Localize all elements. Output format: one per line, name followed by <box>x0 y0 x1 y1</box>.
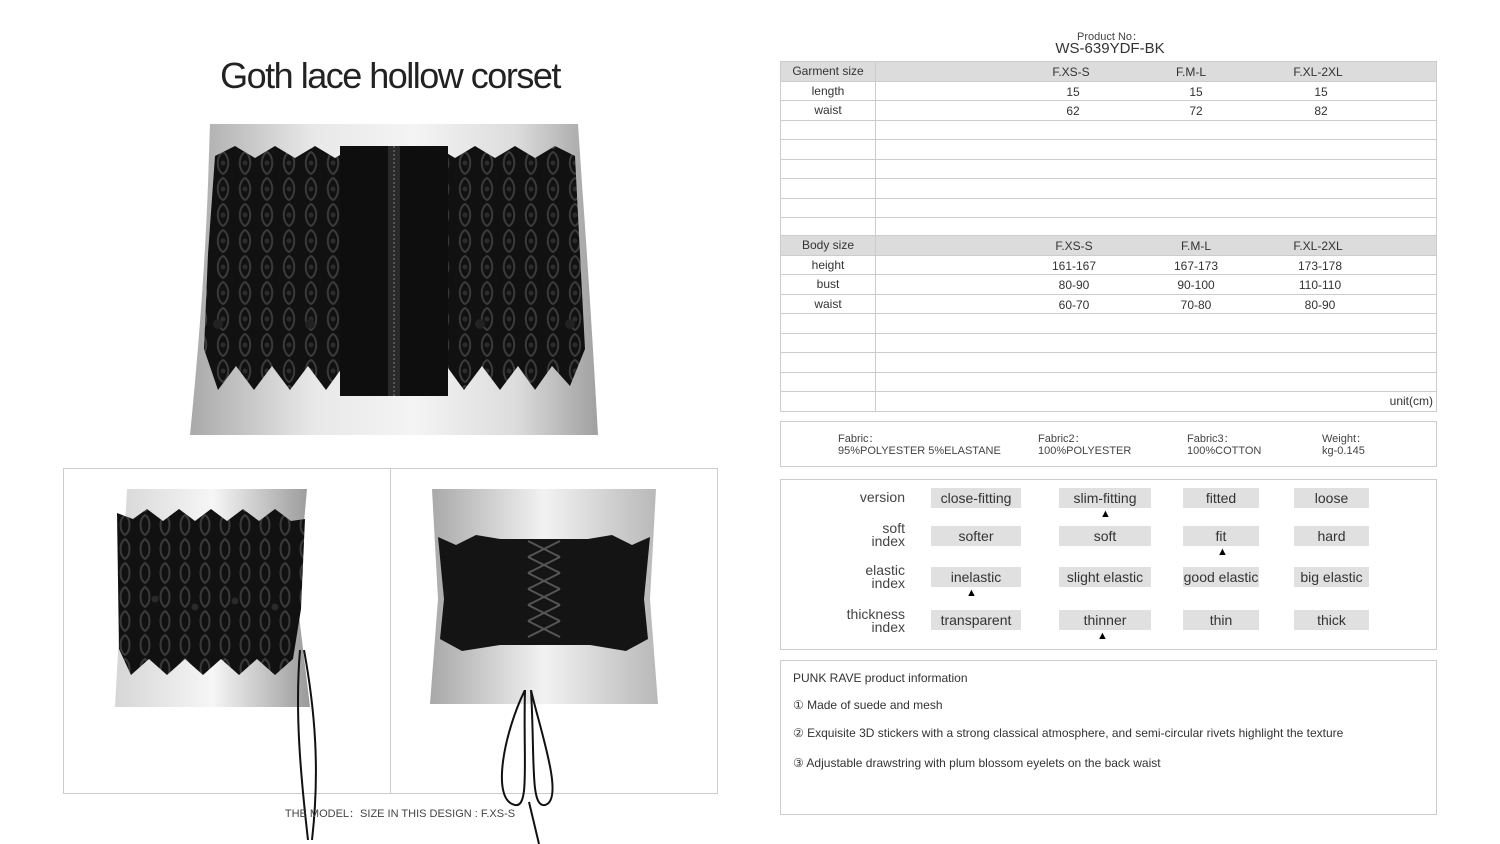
option-chip: hard <box>1294 526 1369 546</box>
table-row <box>781 101 1437 121</box>
column-header: F.M-L <box>1176 65 1206 79</box>
table-cell: 110-110 <box>1298 278 1342 292</box>
product-number-value: WS-639YDF-BK <box>1055 40 1165 57</box>
info-item: ② Exquisite 3D stickers with a strong classical atmosphere, and semi-circular rivets highlight the texture <box>793 726 1344 740</box>
fit-index-chart <box>780 479 1437 650</box>
model-size-note: THE MODEL：SIZE IN THIS DESIGN : F.XS-S <box>284 808 516 820</box>
option-chip: soft <box>1059 526 1151 546</box>
elastic-index-label: elastic index <box>865 562 905 591</box>
table-cell: 167-173 <box>1173 258 1219 273</box>
table-cell: 60-70 <box>1058 297 1090 312</box>
table-cell: 15 <box>1066 84 1080 99</box>
weight-value: kg-0.145 <box>1322 445 1365 457</box>
product-information <box>780 660 1437 815</box>
row-label: waist <box>781 101 876 121</box>
soft-index-label: soft index <box>871 520 905 549</box>
table-row <box>781 198 1437 218</box>
option-chip: thick <box>1294 610 1369 630</box>
option-chip: fit <box>1183 526 1259 546</box>
row-label: waist <box>781 294 876 314</box>
garment-size-header: Garment size <box>781 62 876 82</box>
fabric-2 <box>1038 433 1131 457</box>
body-size-header: Body size <box>781 236 876 256</box>
product-photo-side <box>115 489 310 707</box>
option-chip: thin <box>1183 610 1259 630</box>
table-cell: 90-100 <box>1177 278 1215 292</box>
option-chip: slim-fitting <box>1059 488 1151 508</box>
option-chip: big elastic <box>1294 567 1369 587</box>
selected-marker-icon: ▲ <box>966 587 977 599</box>
table-row <box>781 353 1437 373</box>
column-header: F.M-L <box>1181 239 1211 253</box>
option-chip: thinner <box>1059 610 1151 630</box>
option-chip: loose <box>1294 488 1369 508</box>
table-row <box>781 314 1437 334</box>
table-row <box>781 120 1437 140</box>
selected-marker-icon: ▲ <box>1217 546 1228 558</box>
option-chip: good elastic <box>1183 569 1259 585</box>
option-chip: fitted <box>1183 488 1259 508</box>
weight <box>1322 433 1367 457</box>
table-cell: 15 <box>1189 84 1203 99</box>
table-cell: 62 <box>1066 104 1080 118</box>
fabric-value: 100%COTTON <box>1187 445 1262 457</box>
option-chip: softer <box>931 526 1021 546</box>
column-header: F.XS-S <box>1055 239 1093 253</box>
table-row <box>781 140 1437 160</box>
table-row <box>781 159 1437 179</box>
row-label: height <box>781 255 876 275</box>
table-row <box>781 275 1437 295</box>
info-item: ③ Adjustable drawstring with plum blossom eyelets on the back waist <box>793 756 1161 770</box>
row-label: bust <box>781 275 876 295</box>
thickness-index-label: thickness index <box>846 606 905 635</box>
body-size-table <box>780 235 1437 412</box>
product-number-label: Product No： <box>1076 31 1144 43</box>
table-cell: 80-90 <box>1058 278 1090 292</box>
product-photo-back <box>430 489 658 704</box>
option-chip: slight elastic <box>1059 567 1151 587</box>
fabric-3 <box>1187 433 1261 457</box>
fabric-1 <box>838 433 1001 457</box>
unit-label: unit(cm) <box>1389 394 1433 408</box>
fabric-label: Fabric3： <box>1187 433 1235 445</box>
option-chip: close-fitting <box>931 488 1021 508</box>
table-cell: 72 <box>1189 104 1203 118</box>
info-heading: PUNK RAVE product information <box>793 671 968 685</box>
page-title: Goth lace hollow corset <box>220 55 560 96</box>
fabric-label: Fabric： <box>838 433 880 445</box>
table-row <box>781 333 1437 353</box>
thumbnail-divider <box>390 468 391 794</box>
table-row <box>781 372 1437 392</box>
version-label: version <box>859 489 905 505</box>
table-row <box>781 255 1437 275</box>
table-row <box>781 81 1437 101</box>
table-cell: 161-167 <box>1051 258 1097 273</box>
table-row <box>781 236 1437 256</box>
column-header: F.XL-2XL <box>1293 239 1343 253</box>
table-row <box>781 294 1437 314</box>
table-cell: 70-80 <box>1180 297 1212 312</box>
fabric-value: 100%POLYESTER <box>1038 445 1132 457</box>
fabric-label: Fabric2： <box>1038 433 1086 445</box>
column-header: F.XS-S <box>1052 65 1090 79</box>
table-cell: 173-178 <box>1297 258 1343 273</box>
column-header: F.XL-2XL <box>1293 65 1343 79</box>
weight-label: Weight： <box>1322 433 1368 445</box>
table-cell: 80-90 <box>1304 297 1336 312</box>
fabric-value: 95%POLYESTER 5%ELASTANE <box>838 445 1001 457</box>
table-row <box>781 179 1437 199</box>
option-chip: transparent <box>931 610 1021 630</box>
info-item: ① Made of suede and mesh <box>793 698 943 712</box>
table-row <box>781 62 1437 82</box>
row-label: length <box>781 81 876 101</box>
selected-marker-icon: ▲ <box>1097 630 1108 642</box>
table-cell: 15 <box>1314 84 1328 99</box>
selected-marker-icon: ▲ <box>1100 508 1111 520</box>
table-row <box>781 392 1437 412</box>
option-chip: inelastic <box>931 567 1021 587</box>
table-cell: 82 <box>1314 104 1328 118</box>
fabric-info <box>780 421 1437 467</box>
product-photo-front <box>190 124 598 435</box>
garment-size-table <box>780 61 1437 238</box>
